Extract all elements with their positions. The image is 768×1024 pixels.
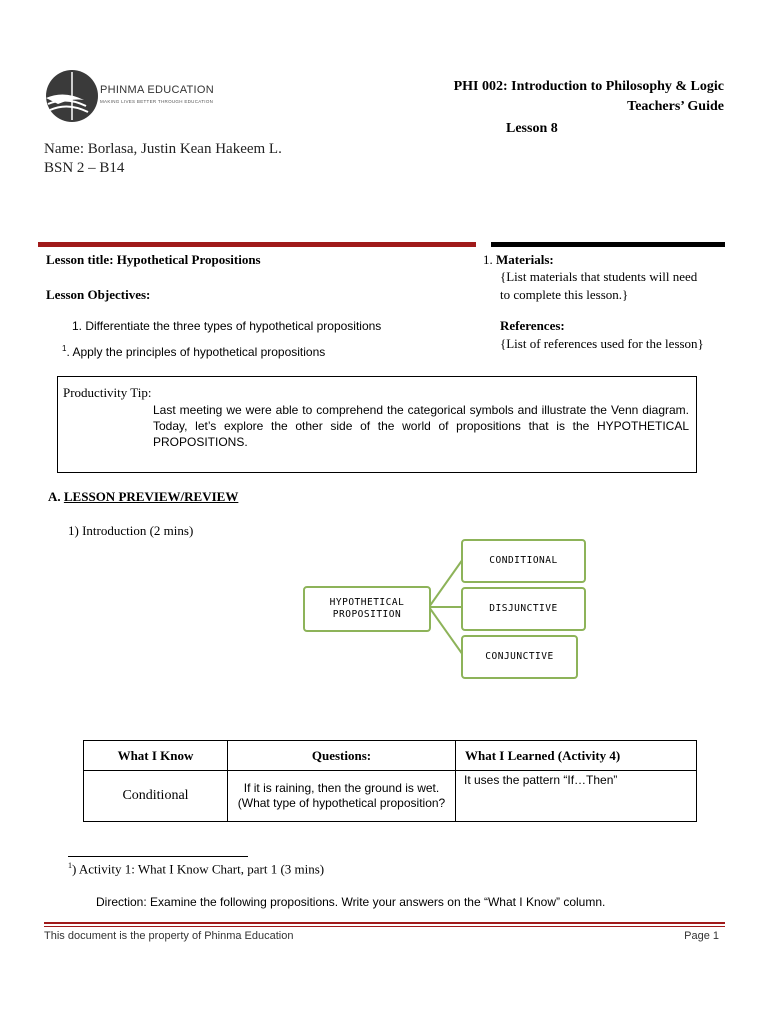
connector-conjunctive [429, 607, 463, 655]
table-header-row [84, 741, 697, 771]
objective-1: 1. Differentiate the three types of hypothetical propositions [72, 319, 382, 333]
diagram-node-disjunctive: DISJUNCTIVE [461, 587, 586, 631]
tip-heading: Productivity Tip: [63, 385, 152, 400]
table-row [84, 771, 697, 822]
footnote [68, 861, 324, 877]
materials-number: 1. [483, 252, 493, 267]
cell-question: If it is raining, then the ground is wet. (What type of hypothetical proposition? [228, 771, 456, 822]
header-what-i-know: What I Know [84, 741, 228, 771]
materials-label: Materials: [496, 252, 554, 267]
lesson-title: Lesson title: Hypothetical Propositions [46, 252, 261, 267]
cell-learned: It uses the pattern “If…Then” [456, 771, 697, 822]
tip-body: Last meeting we were able to comprehend the categorical symbols and illustrate the Venn diagram. Today, let’s explore the other side of the world of propositions that is the HYPOTHETICAL PROPOSITIONS. [153, 403, 689, 449]
course-title: PHI 002: Introduction to Philosophy & Logic [453, 79, 724, 94]
section-a-prefix: A. [48, 489, 61, 504]
cell-know: Conditional [84, 771, 228, 822]
student-section: BSN 2 – B14 [44, 160, 125, 176]
references-text: {List of references used for the lesson} [500, 336, 704, 351]
connector-conditional [429, 559, 463, 607]
footer-ownership: This document is the property of Phinma Education [44, 930, 294, 942]
logo-name: PHINMA EDUCATION [100, 84, 214, 96]
references-heading: References: [500, 318, 565, 333]
guide-title: Teachers’ Guide [627, 99, 724, 114]
footnote-separator [68, 856, 248, 857]
lesson-number: Lesson 8 [506, 121, 558, 136]
diagram-root-node: HYPOTHETICAL PROPOSITION [303, 586, 431, 632]
header-questions: Questions: [228, 741, 456, 771]
introduction-label: 1) Introduction (2 mins) [68, 523, 194, 538]
diagram-node-conjunctive: CONJUNCTIVE [461, 635, 578, 679]
materials-text-1: {List materials that students will need [500, 269, 698, 284]
objective-2-text: . Apply the principles of hypothetical propositions [66, 345, 326, 359]
footnote-number: 1 [68, 861, 72, 870]
direction-text: Direction: Examine the following propositions. Write your answers on the “What I Know” column. [96, 895, 606, 909]
header-what-i-learned: What I Learned (Activity 4) [456, 741, 697, 771]
footer-rule-thin [44, 926, 725, 927]
diagram-node-conditional: CONDITIONAL [461, 539, 586, 583]
footnote-marker: 1 [62, 344, 67, 353]
materials-text-2: to complete this lesson.} [500, 287, 629, 302]
student-name: Name: Borlasa, Justin Kean Hakeem L. [44, 141, 282, 157]
footer-rule [44, 922, 725, 924]
objectives-heading: Lesson Objectives: [46, 287, 151, 302]
page-number: Page 1 [684, 930, 719, 942]
logo-tagline: MAKING LIVES BETTER THROUGH EDUCATION [100, 99, 214, 104]
footnote-text: ) Activity 1: What I Know Chart, part 1 (3 mins) [72, 861, 325, 877]
what-i-know-table [83, 740, 697, 822]
section-a-title: LESSON PREVIEW/REVIEW [63, 489, 239, 504]
